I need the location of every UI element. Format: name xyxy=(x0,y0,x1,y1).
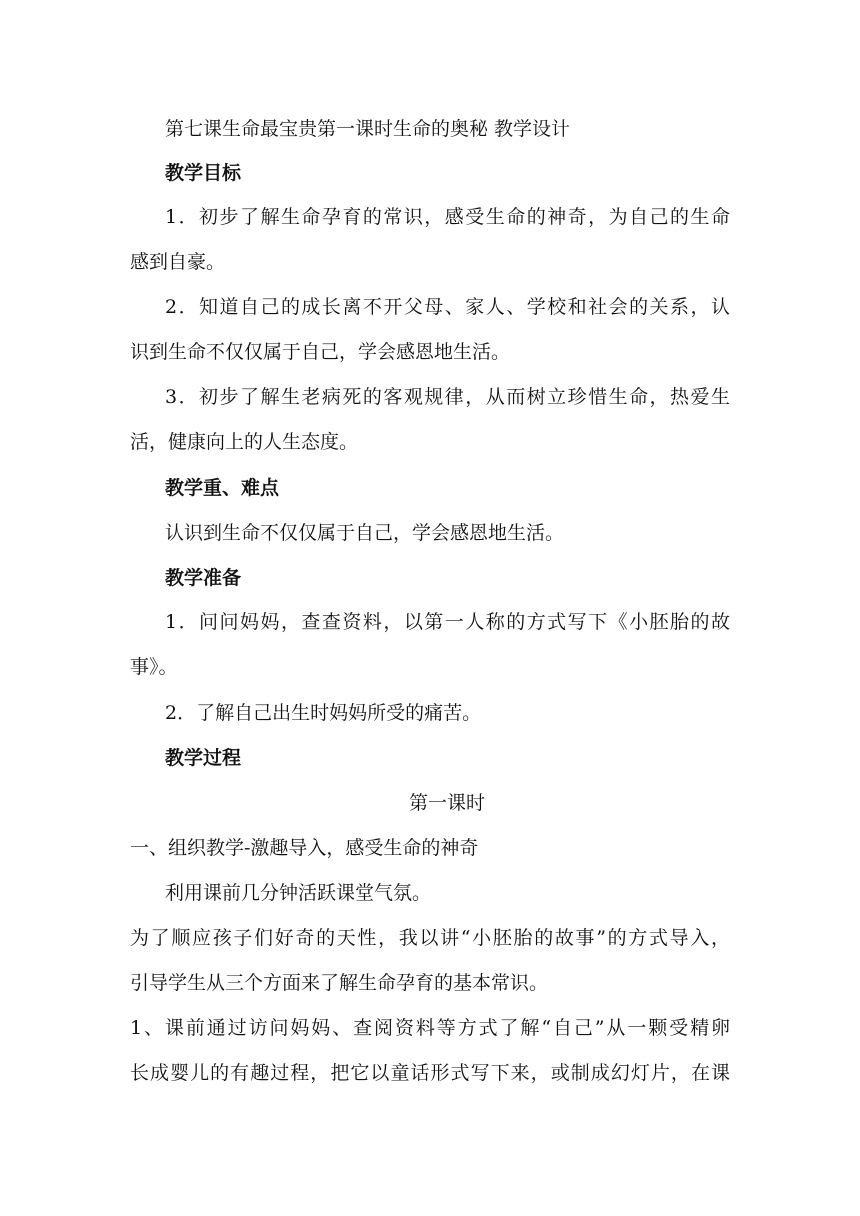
heading-preparation: 教学准备 xyxy=(165,567,242,589)
prep-1-line-1: 1．问问妈妈，查查资料，以第一人称的方式写下《小胚胎的故 xyxy=(165,611,730,633)
prep-2: 2．了解自己出生时妈妈所受的痛苦。 xyxy=(165,702,482,724)
goal-3-line-2: 活，健康向上的人生态度。 xyxy=(130,431,359,453)
heading-teaching-goals: 教学目标 xyxy=(165,162,242,184)
document-title: 第七课生命最宝贵第一课时生命的奥秘 教学设计 xyxy=(165,118,571,140)
goal-2-line-1: 2．知道自己的成长离不开父母、家人、学校和社会的关系，认 xyxy=(165,296,730,318)
step-1-paragraph-2-line-1: 为了顺应孩子们好奇的天性，我以讲“小胚胎的故事”的方式导入， xyxy=(130,927,730,949)
goal-1-line-2: 感到自豪。 xyxy=(130,251,226,273)
step-1-paragraph-3-line-2: 长成婴儿的有趣过程，把它以童话形式写下来，或制成幻灯片，在课 xyxy=(130,1062,730,1084)
step-1-paragraph-3-line-1: 1、课前通过访问妈妈、查阅资料等方式了解“自己”从一颗受精卵 xyxy=(130,1017,730,1039)
prep-1-line-2: 事》。 xyxy=(130,656,178,678)
lesson-heading: 第一课时 xyxy=(409,792,486,814)
key-points-text: 认识到生命不仅仅属于自己，学会感恩地生活。 xyxy=(165,522,565,544)
heading-process: 教学过程 xyxy=(165,747,242,769)
step-1-paragraph-2-line-2: 引导学生从三个方面来了解生命孕育的基本常识。 xyxy=(130,972,549,994)
heading-key-points: 教学重、难点 xyxy=(165,477,280,499)
step-1-paragraph-1: 利用课前几分钟活跃课堂气氛。 xyxy=(165,882,432,904)
goal-2-line-2: 识到生命不仅仅属于自己，学会感恩地生活。 xyxy=(130,341,511,363)
goal-3-line-1: 3．初步了解生老病死的客观规律，从而树立珍惜生命，热爱生 xyxy=(165,386,730,408)
goal-1-line-1: 1．初步了解生命孕育的常识，感受生命的神奇，为自己的生命 xyxy=(165,206,730,228)
step-1-heading: 一、组织教学-激趣导入，感受生命的神奇 xyxy=(130,837,479,859)
